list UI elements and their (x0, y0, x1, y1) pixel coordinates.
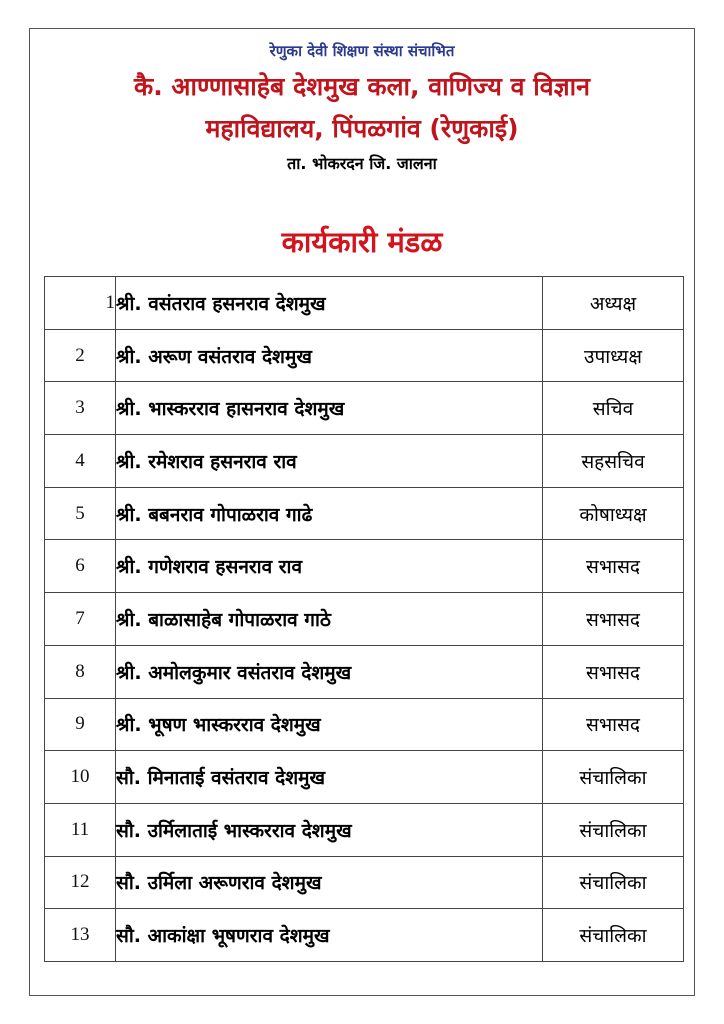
member-role: संचालिका (543, 751, 684, 804)
table-row (45, 382, 684, 435)
member-serial-number: 3 (45, 382, 116, 435)
member-name: सौ. उर्मिलाताई भास्करराव देशमुख (116, 803, 543, 856)
table-row (45, 593, 684, 646)
table-row (45, 803, 684, 856)
member-role: संचालिका (543, 909, 684, 962)
table-row (45, 277, 684, 330)
taluka-line: ता. भोकरदन जि. जालना (287, 154, 437, 173)
board-title: कार्यकारी मंडळ (281, 225, 443, 259)
member-role: अध्यक्ष (543, 277, 684, 330)
member-name: श्री. भूषण भास्करराव देशमुख (116, 698, 543, 751)
member-serial-number: 13 (45, 909, 116, 962)
member-serial-number: 11 (45, 803, 116, 856)
member-role: सहसचिव (543, 435, 684, 488)
member-role: संचालिका (543, 856, 684, 909)
member-name: श्री. बाळासाहेब गोपाळराव गाठे (116, 593, 543, 646)
member-name: श्री. वसंतराव हसनराव देशमुख (116, 277, 543, 330)
member-serial-number: 12 (45, 856, 116, 909)
member-name: सौ. आकांक्षा भूषणराव देशमुख (116, 909, 543, 962)
sponsor-line: रेणुका देवी शिक्षण संस्था संचाभित (269, 42, 455, 60)
college-name-line-1: कै. आण्णासाहेब देशमुख कला, वाणिज्य व विज्ञान (134, 72, 590, 101)
table-row (45, 329, 684, 382)
member-role: सभासद (543, 593, 684, 646)
member-serial-number: 4 (45, 435, 116, 488)
member-serial-number: 8 (45, 645, 116, 698)
member-serial-number: 1 (45, 277, 116, 330)
members-table-body (45, 277, 684, 962)
member-serial-number: 5 (45, 487, 116, 540)
college-name (29, 66, 695, 150)
member-name: श्री. अमोलकुमार वसंतराव देशमुख (116, 645, 543, 698)
member-role: सभासद (543, 698, 684, 751)
member-serial-number: 9 (45, 698, 116, 751)
member-name: सौ. मिनाताई वसंतराव देशमुख (116, 751, 543, 804)
member-role: सचिव (543, 382, 684, 435)
member-role: उपाध्यक्ष (543, 329, 684, 382)
member-serial-number: 10 (45, 751, 116, 804)
member-serial-number: 7 (45, 593, 116, 646)
member-serial-number: 2 (45, 329, 116, 382)
document-header (29, 38, 695, 178)
member-serial-number: 6 (45, 540, 116, 593)
member-role: सभासद (543, 645, 684, 698)
member-name: श्री. रमेशराव हसनराव राव (116, 435, 543, 488)
member-name: श्री. अरूण वसंतराव देशमुख (116, 329, 543, 382)
member-role: कोषाध्यक्ष (543, 487, 684, 540)
table-row (45, 487, 684, 540)
member-name: सौ. उर्मिला अरूणराव देशमुख (116, 856, 543, 909)
member-name: श्री. बबनराव गोपाळराव गाढे (116, 487, 543, 540)
table-row (45, 909, 684, 962)
table-row (45, 698, 684, 751)
table-row (45, 856, 684, 909)
member-role: सभासद (543, 540, 684, 593)
member-name: श्री. भास्करराव हासनराव देशमुख (116, 382, 543, 435)
members-table (44, 276, 684, 962)
table-row (45, 751, 684, 804)
college-name-line-2: महाविद्यालय, पिंपळगांव (रेणुकाई) (205, 114, 519, 143)
member-role: संचालिका (543, 803, 684, 856)
table-row (45, 435, 684, 488)
table-row (45, 645, 684, 698)
table-row (45, 540, 684, 593)
member-name: श्री. गणेशराव हसनराव राव (116, 540, 543, 593)
